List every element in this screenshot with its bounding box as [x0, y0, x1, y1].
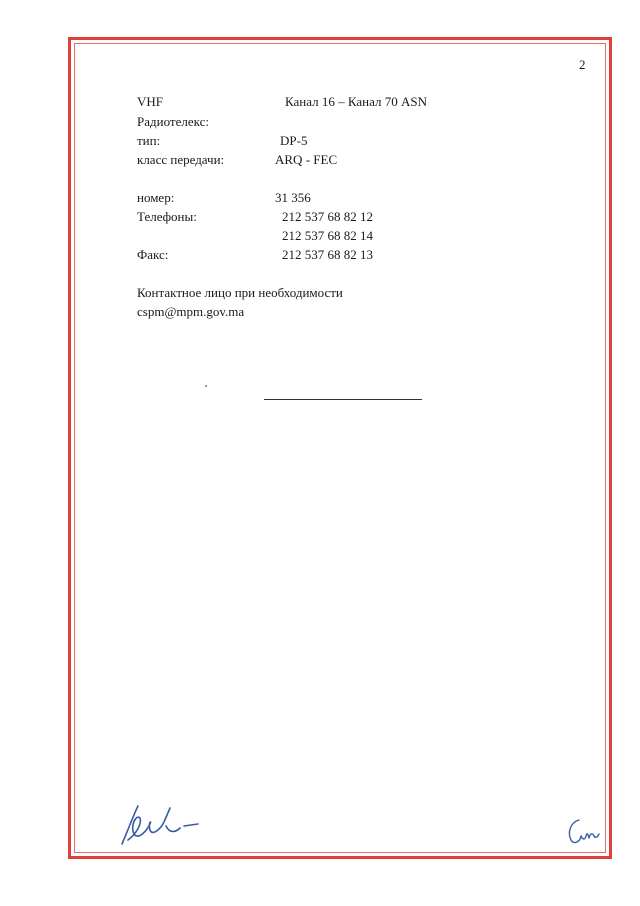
phones-label: Телефоны: — [137, 209, 197, 224]
number-value: 31 356 — [275, 190, 311, 205]
speck-mark — [205, 385, 207, 387]
number-label: номер: — [137, 190, 175, 205]
page-number: 2 — [579, 57, 586, 72]
signature-left-icon — [114, 800, 224, 850]
radiotelex-label: Радиотелекс: — [137, 114, 209, 129]
vhf-value: Канал 16 – Канал 70 ASN — [285, 94, 427, 109]
class-value: ARQ - FEC — [275, 152, 338, 167]
type-value: DP-5 — [280, 133, 308, 148]
separator-line — [264, 399, 422, 400]
phone-2: 212 537 68 82 14 — [282, 228, 373, 243]
fax-value: 212 537 68 82 13 — [282, 247, 373, 262]
contact-email: cspm@mpm.gov.ma — [137, 304, 245, 319]
vhf-label: VHF — [137, 94, 164, 109]
contact-person-text: Контактное лицо при необходимости — [137, 285, 343, 300]
initials-right-icon — [565, 816, 601, 846]
phone-1: 212 537 68 82 12 — [282, 209, 373, 224]
class-label: класс передачи: — [137, 152, 225, 167]
fax-label: Факс: — [137, 247, 169, 262]
type-label: тип: — [137, 133, 161, 148]
